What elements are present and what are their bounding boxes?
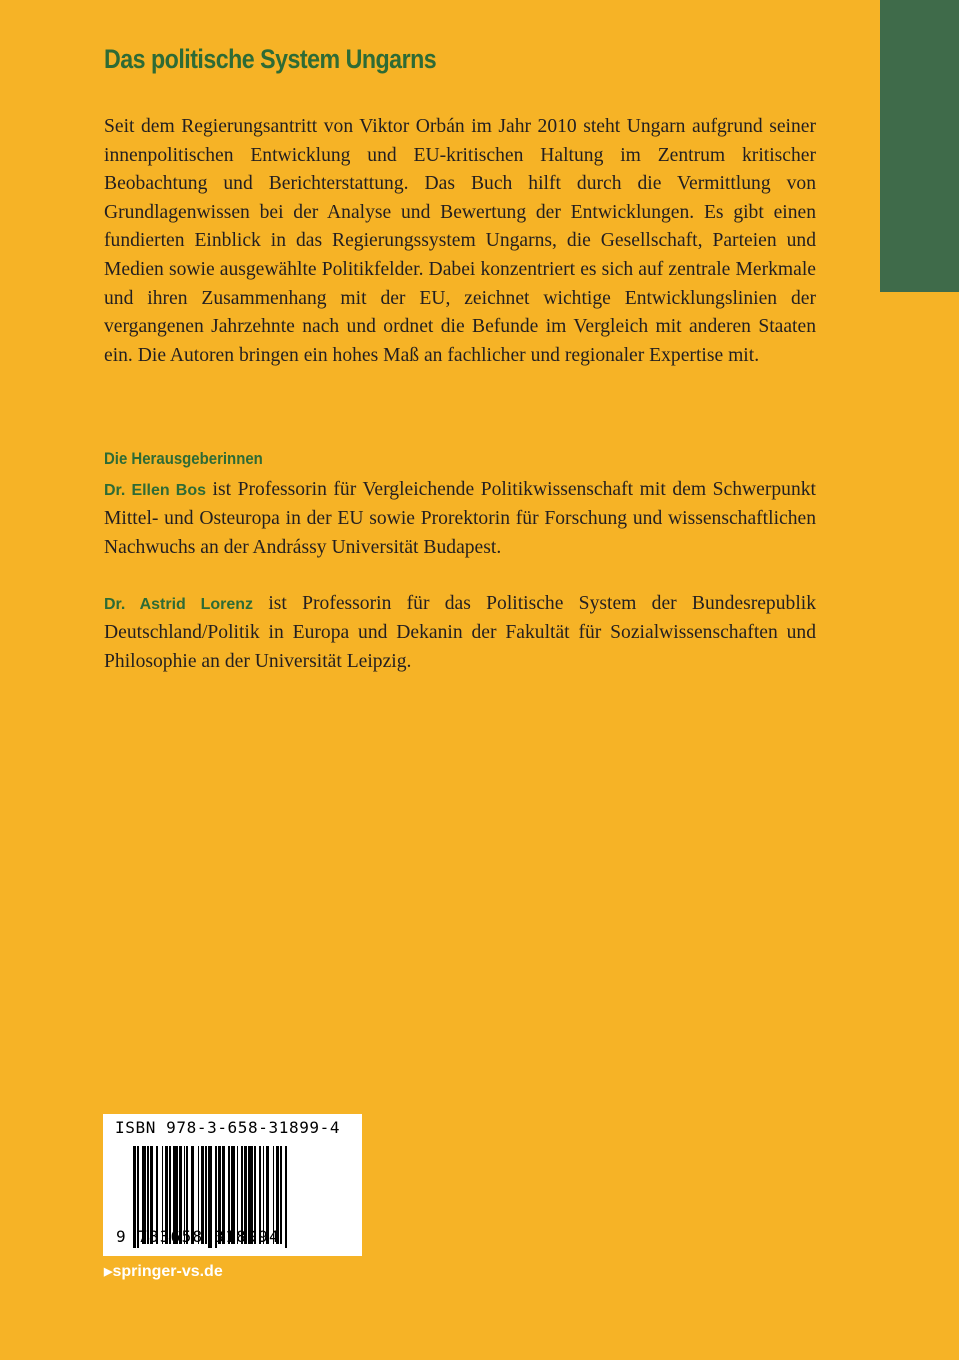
website-text: springer-vs.de [112, 1263, 223, 1280]
book-title: Das politische System Ungarns [104, 44, 437, 74]
editor-bio-text: ist Professorin für Vergleichende Politikwissenschaft mit dem Schwerpunkt Mittel- und Osteuropa in der EU sowie Prorektorin für Forschung und wissenschaftlichen Nachwuchs an der Andrássy Universität Budapest. [104, 479, 816, 558]
editor-name: Dr. Astrid Lorenz [104, 596, 254, 613]
isbn-barcode [103, 1114, 362, 1256]
isbn-label: ISBN 978-3-658-31899-4 [115, 1118, 341, 1137]
editor-bio-bos [104, 476, 816, 562]
editor-bio-lorenz [104, 590, 816, 676]
book-description: Seit dem Regierungsantritt von Viktor Orbán im Jahr 2010 steht Ungarn aufgrund seiner innenpolitischen Entwicklung und EU-kritischen Haltung im Zentrum kritischer Beobachtung und Berichterstattung. Das Buch hilft durch die Vermittlung von Grundlagenwissen bei der Analyse und Bewertung der Entwicklungen. Es gibt einen fundierten Einblick in das Regierungssystem Ungarns, die Gesellschaft, Parteien und Medien sowie ausgewählte Politikfelder. Dabei konzentriert es sich auf zentrale Merkmale und ihren Zusammenhang mit der EU, zeichnet wichtige Entwicklungslinien der vergangenen Jahrzehnte nach und ordnet die Befunde im Vergleich mit anderen Staaten ein. Die Autoren bringen ein hohes Maß an fachlicher und regionaler Expertise mit. [104, 116, 816, 366]
editor-name: Dr. Ellen Bos [104, 482, 206, 499]
editors-heading: Die Herausgeberinnen [104, 449, 263, 468]
ean-digits: 9 783658 318994 [116, 1227, 280, 1246]
cover-side-bar [880, 0, 959, 292]
barcode-bar [287, 1146, 288, 1248]
editor-bio-text: ist Professorin für das Politische System der Bundesrepublik Deutschland/Politik in Europa und Dekanin der Fakultät für Sozialwissenschaften und Philosophie an der Universität Leipzig. [104, 593, 817, 672]
play-triangle-icon: ▶ [104, 1266, 113, 1278]
publisher-website[interactable] [104, 1263, 223, 1281]
